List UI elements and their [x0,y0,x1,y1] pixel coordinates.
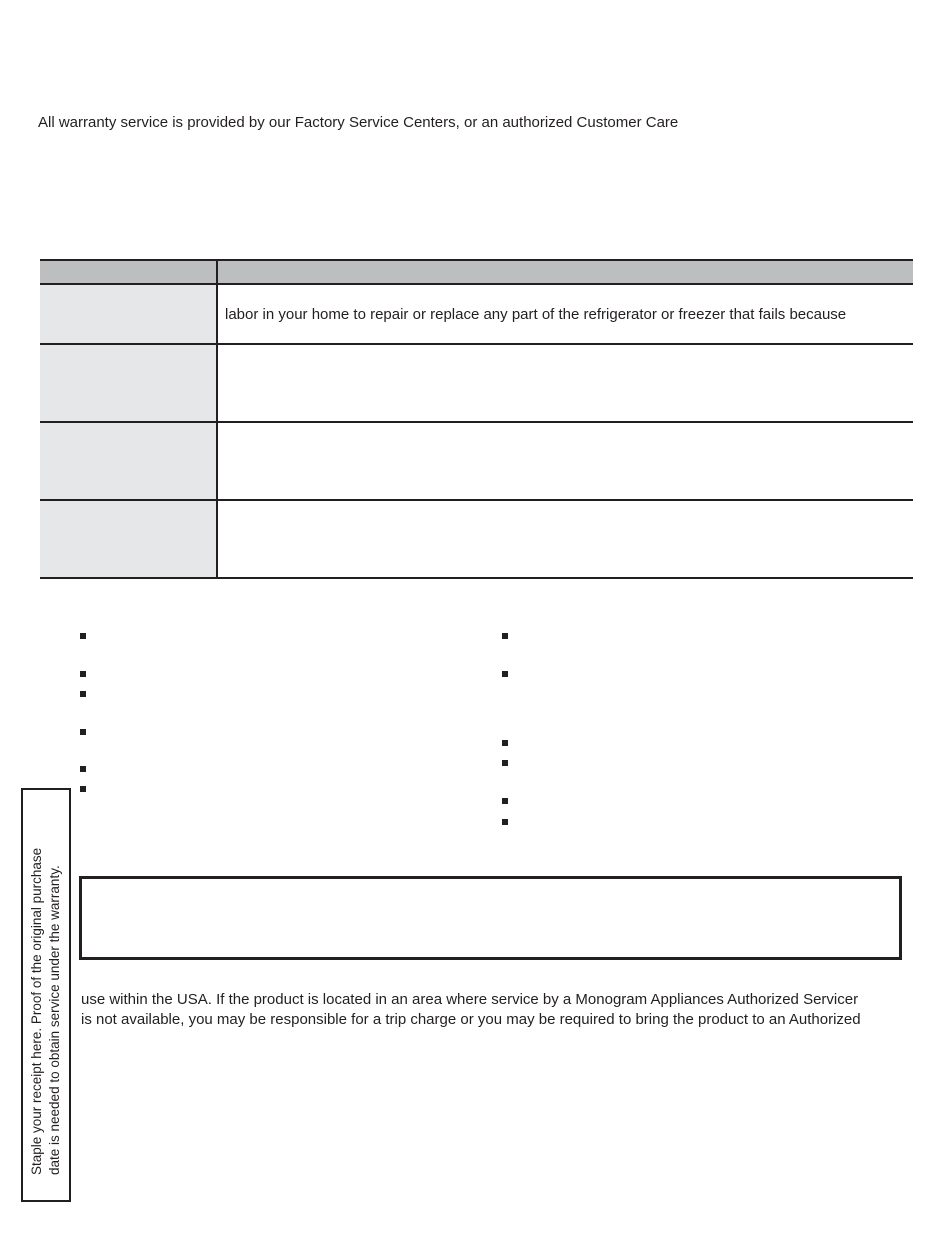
bullet-icon [502,633,508,639]
table-row [40,501,913,579]
header-cell-left [40,261,218,283]
bullet-icon [502,760,508,766]
receipt-line-1: Staple your receipt here. Proof of the original purchase [29,847,44,1175]
bullet-icon [80,786,86,792]
table-row [40,423,913,501]
row-description [218,423,913,499]
row-description [218,501,913,577]
row-description [218,345,913,421]
bullet-icon [80,729,86,735]
row-label [40,285,218,343]
receipt-line-2: date is needed to obtain service under the warranty. [47,865,62,1175]
table-header-row [40,259,913,285]
bullet-icon [502,740,508,746]
service-area-text [81,990,861,1030]
row-label [40,345,218,421]
table-row [40,345,913,423]
bullet-icon [80,766,86,772]
notice-box [79,876,902,960]
intro-text: All warranty service is provided by our Factory Service Centers, or an authorized Customer Care [38,114,679,131]
bullet-icon [80,671,86,677]
header-cell-right [218,261,913,283]
bullet-icon [80,633,86,639]
row-label [40,423,218,499]
table-row [40,285,913,345]
bullet-icon [80,691,86,697]
row-label [40,501,218,577]
receipt-instructions [28,815,64,1175]
bullet-icon [502,798,508,804]
service-area-line-2: is not available, you may be responsible for a trip charge or you may be required to bring the product to an Authorized [81,1011,861,1028]
receipt-staple-box [21,788,71,1202]
bullet-icon [502,671,508,677]
service-area-line-1: use within the USA. If the product is located in an area where service by a Monogram Appliances Authorized Servicer [81,991,859,1008]
bullet-icon [502,819,508,825]
row-description: labor in your home to repair or replace any part of the refrigerator or freezer that fails because [225,305,847,323]
warranty-table [40,259,913,579]
